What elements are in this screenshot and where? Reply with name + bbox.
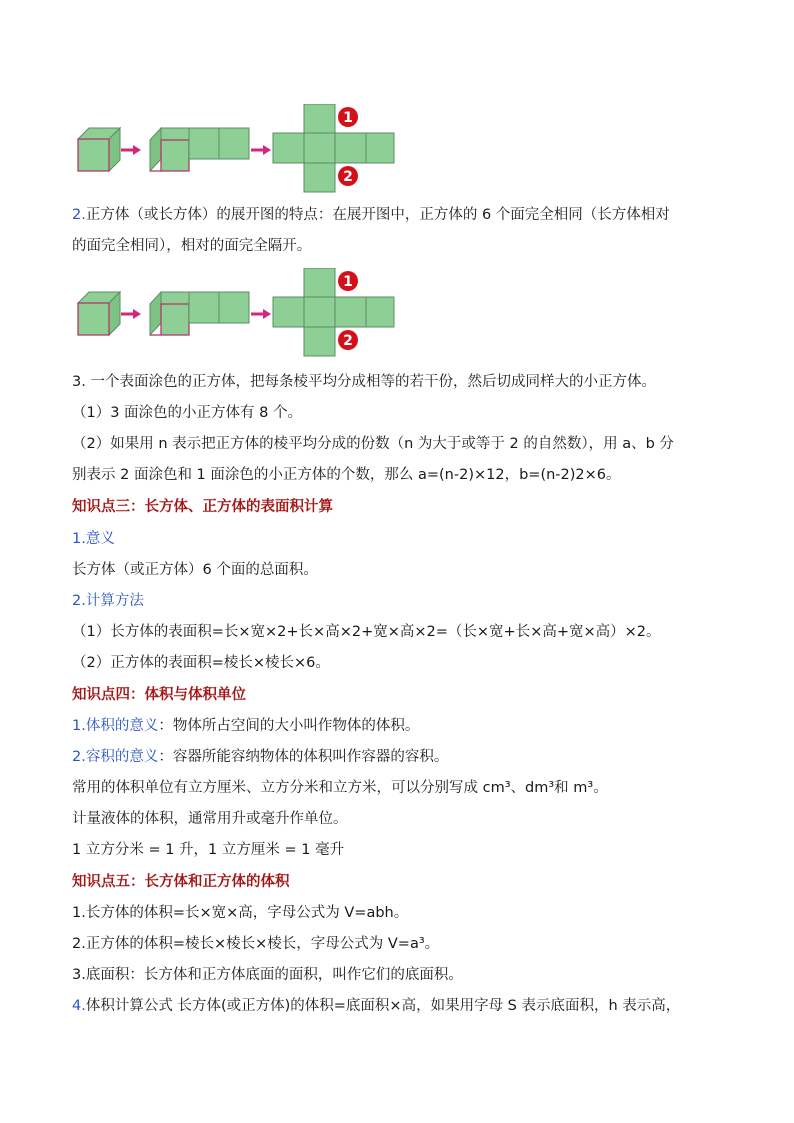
cube-net-figure-2 (76, 268, 396, 358)
paragraph-3-item-2-line-2: 别表示 2 面涂色和 1 面涂色的小正方体的个数，那么 a=(n-2)×12，b=(n-2)2×6。 (72, 467, 621, 483)
arrow-icon (251, 145, 271, 155)
capacity-meaning-text: ：容器所能容纳物体的体积叫作容器的容积。 (158, 749, 449, 765)
cube-unfolding-diagram (76, 268, 396, 358)
arrow-icon (121, 309, 141, 319)
cube-shape (78, 128, 120, 171)
volume-general-text: 体积计算公式 长方体(或正方体)的体积=底面积×高，如果用字母 S 表示底面积，h 表示高， (85, 998, 681, 1014)
item-number: 2. (72, 207, 86, 223)
unit-conversion: 1 立方分米 = 1 升，1 立方厘米 = 1 毫升 (72, 842, 345, 858)
paragraph-text: 正方体（或长方体）的展开图的特点：在展开图中，正方体的 6 个面完全相同（长方体相对 (85, 207, 670, 223)
subheading-method: 2.计算方法 (72, 593, 144, 609)
partial-unfold-shape (150, 128, 249, 171)
svg-text:2: 2 (343, 333, 353, 349)
arrow-icon (251, 309, 271, 319)
paragraph-3-item-1: （1）3 面涂色的小正方体有 8 个。 (72, 405, 303, 421)
volume-meaning-text: ：物体所占空间的大小叫作物体的体积。 (158, 718, 420, 734)
svg-text:1: 1 (343, 274, 353, 290)
cube-shape (78, 292, 120, 335)
partial-unfold-shape (150, 292, 249, 335)
volume-meaning (72, 716, 724, 736)
cube-net-figure-1 (76, 104, 396, 194)
arrow-icon (121, 145, 141, 155)
capacity-meaning (72, 747, 724, 767)
method-item-2: （2）正方体的表面积=棱长×棱长×6。 (72, 655, 330, 671)
volume-units: 常用的体积单位有立方厘米、立方分米和立方米，可以分别写成 cm³、dm³和 m³。 (72, 780, 608, 796)
badge-2 (338, 330, 358, 350)
paragraph-3-item-2-line-1: （2）如果用 n 表示把正方体的棱平均分成的份数（n 为大于或等于 2 的自然数），用 a、b 分 (72, 436, 674, 452)
cube-unfolding-diagram (76, 104, 396, 194)
cross-net-shape (273, 268, 394, 356)
meaning-text: 长方体（或正方体）6 个面的总面积。 (72, 562, 318, 578)
badge-1 (338, 271, 358, 291)
cross-net-shape (273, 104, 394, 192)
capacity-meaning-label: 2.容积的意义 (72, 749, 159, 765)
paragraph-2-line-2: 的面完全相同），相对的面完全隔开。 (72, 238, 312, 254)
paragraph-3: 3. 一个表面涂色的正方体，把每条棱平均分成相等的若干份，然后切成同样大的小正方体。 (72, 374, 656, 390)
item-number: 4. (72, 998, 86, 1014)
badge-1 (338, 107, 358, 127)
paragraph-2-line-1 (72, 205, 724, 225)
svg-text:2: 2 (343, 169, 353, 185)
cuboid-volume-formula: 1.长方体的体积=长×宽×高，字母公式为 V=abh。 (72, 905, 409, 921)
section-heading-4: 知识点四：体积与体积单位 (72, 687, 246, 703)
volume-meaning-label: 1.体积的意义 (72, 718, 159, 734)
base-area-definition: 3.底面积：长方体和正方体底面的面积，叫作它们的底面积。 (72, 967, 463, 983)
badge-2 (338, 166, 358, 186)
section-heading-3: 知识点三：长方体、正方体的表面积计算 (72, 499, 333, 515)
subheading-meaning: 1.意义 (72, 531, 115, 547)
svg-text:1: 1 (343, 110, 353, 126)
volume-general-formula (72, 996, 724, 1016)
cube-volume-formula: 2.正方体的体积=棱长×棱长×棱长，字母公式为 V=a³。 (72, 936, 440, 952)
section-heading-5: 知识点五：长方体和正方体的体积 (72, 874, 290, 890)
liquid-units: 计量液体的体积，通常用升或毫升作单位。 (72, 811, 348, 827)
method-item-1: （1）长方体的表面积=长×宽×2+长×高×2+宽×高×2=（长×宽+长×高+宽×高）×2。 (72, 624, 661, 640)
